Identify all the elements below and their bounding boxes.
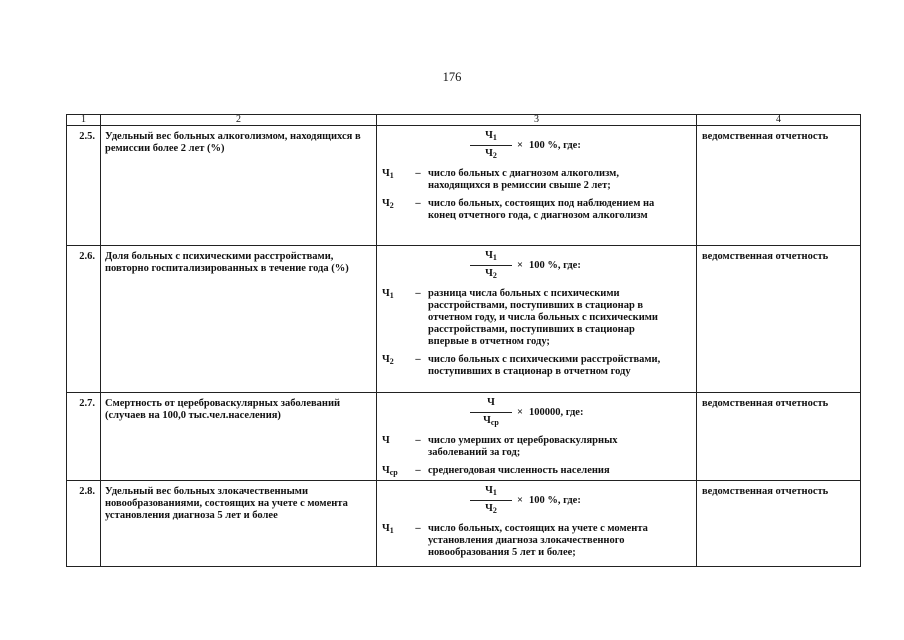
header-cell-3: 3	[377, 115, 697, 126]
table-header-row	[67, 115, 861, 126]
denominator-subscript: ср	[490, 418, 499, 427]
denominator-subscript: 2	[492, 271, 497, 280]
multiply-sign: ×	[517, 140, 523, 151]
fraction-numerator	[470, 130, 512, 146]
formula-tail: 100 %, где:	[528, 140, 581, 151]
indicator-name: Доля больных с психическими расстройствами, повторно госпитализированных в течение года (%)	[101, 246, 377, 393]
data-source: ведомственная отчетность	[697, 393, 861, 481]
variable-symbol: $Ч_1$	[382, 168, 394, 180]
data-source: ведомственная отчетность	[697, 481, 861, 567]
fraction	[470, 485, 512, 517]
header-cell-1: 1	[67, 115, 101, 126]
variable-definition	[382, 168, 692, 192]
multiply-sign: ×	[517, 495, 523, 506]
definition-text: число умерших от цереброваскулярных заболеваний за год;	[428, 435, 618, 458]
formula-cell	[377, 126, 697, 246]
formula	[382, 485, 692, 517]
formula-tail: 100000, где:	[528, 407, 584, 418]
numerator-symbol: Ч	[485, 485, 493, 496]
definition-text: число больных, состоящих на учете с момента установления диагноза злокачественного новообразования 5 лет и более;	[428, 523, 648, 558]
table-row	[67, 481, 861, 567]
variable-definition	[382, 198, 692, 222]
formula	[382, 250, 692, 282]
variable-symbol: $Ч_1$	[382, 523, 394, 535]
row-number: 2.7.	[67, 393, 101, 481]
numerator-subscript: 1	[492, 488, 497, 497]
definition-text: разница числа больных с психическими расстройствами, поступивших в стационар в отчетном году, и числа больных с психическими расстройствами, поступивших в стационар впервые в отчетном году;	[428, 288, 658, 347]
denominator-symbol: Ч	[483, 415, 491, 426]
indicators-table	[66, 114, 861, 567]
numerator-symbol: Ч	[485, 130, 493, 141]
multiply-sign: ×	[517, 407, 523, 418]
variable-symbol: $Ч_2$	[382, 198, 394, 210]
formula	[382, 130, 692, 162]
header-cell-2: 2	[101, 115, 377, 126]
definition-text: число больных, состоящих под наблюдением на конец отчетного года, с диагнозом алкоголизм	[428, 198, 655, 221]
table-row	[67, 246, 861, 393]
variable-definition	[382, 523, 692, 559]
definition-dash: –	[415, 435, 421, 446]
indicator-name: Удельный вес больных злокачественными новообразованиями, состоящих на учете с момента установления диагноза 5 лет и более	[101, 481, 377, 567]
multiply-sign: ×	[517, 260, 523, 271]
formula-cell	[377, 481, 697, 567]
fraction	[470, 397, 512, 429]
table-row	[67, 393, 861, 481]
definition-dash: –	[415, 288, 421, 299]
fraction	[470, 250, 512, 282]
fraction-denominator	[485, 501, 497, 517]
formula-tail: 100 %, где:	[528, 260, 581, 271]
header-cell-4: 4	[697, 115, 861, 126]
definition-dash: –	[415, 198, 421, 209]
denominator-symbol: Ч	[485, 148, 493, 159]
page-number: 176	[442, 70, 462, 84]
data-source: ведомственная отчетность	[697, 126, 861, 246]
formula	[382, 397, 692, 429]
variable-symbol: $Ч_{ср}$	[382, 465, 398, 477]
data-source: ведомственная отчетность	[697, 246, 861, 393]
denominator-subscript: 2	[492, 506, 497, 515]
fraction-denominator	[485, 266, 497, 282]
formula-cell	[377, 393, 697, 481]
numerator-symbol: Ч	[487, 397, 495, 408]
variable-definition	[382, 288, 692, 348]
definition-dash: –	[415, 168, 421, 179]
fraction-numerator	[470, 485, 512, 501]
indicator-name: Смертность от цереброваскулярных заболеваний (случаев на 100,0 тыс.чел.населения)	[101, 393, 377, 481]
variable-symbol: $Ч_1$	[382, 288, 394, 300]
variable-symbol: $Ч_2$	[382, 354, 394, 366]
fraction-denominator	[485, 146, 497, 162]
denominator-subscript: 2	[492, 151, 497, 160]
definition-dash: –	[415, 465, 421, 476]
formula-cell	[377, 246, 697, 393]
denominator-symbol: Ч	[485, 503, 493, 514]
definition-text: число больных с психическими расстройствами, поступивших в стационар в отчетном году	[428, 354, 661, 377]
definition-dash: –	[415, 523, 421, 534]
definition-text: среднегодовая численность населения	[428, 465, 610, 476]
table-row	[67, 126, 861, 246]
fraction	[470, 130, 512, 162]
variable-definition	[382, 435, 692, 459]
definition-dash: –	[415, 354, 421, 365]
variable-definition	[382, 465, 692, 479]
variable-definition	[382, 354, 692, 378]
denominator-symbol: Ч	[485, 268, 493, 279]
formula-tail: 100 %, где:	[528, 495, 581, 506]
fraction-numerator	[470, 397, 512, 413]
definition-text: число больных с диагнозом алкоголизм, находящихся в ремиссии свыше 2 лет;	[428, 168, 619, 191]
numerator-subscript: 1	[492, 253, 497, 262]
numerator-symbol: Ч	[485, 250, 493, 261]
variable-symbol: Ч	[382, 435, 390, 446]
row-number: 2.5.	[67, 126, 101, 246]
indicator-name: Удельный вес больных алкоголизмом, находящихся в ремиссии более 2 лет (%)	[101, 126, 377, 246]
row-number: 2.8.	[67, 481, 101, 567]
numerator-subscript: 1	[492, 133, 497, 142]
row-number: 2.6.	[67, 246, 101, 393]
fraction-numerator	[470, 250, 512, 266]
fraction-denominator	[483, 413, 499, 429]
